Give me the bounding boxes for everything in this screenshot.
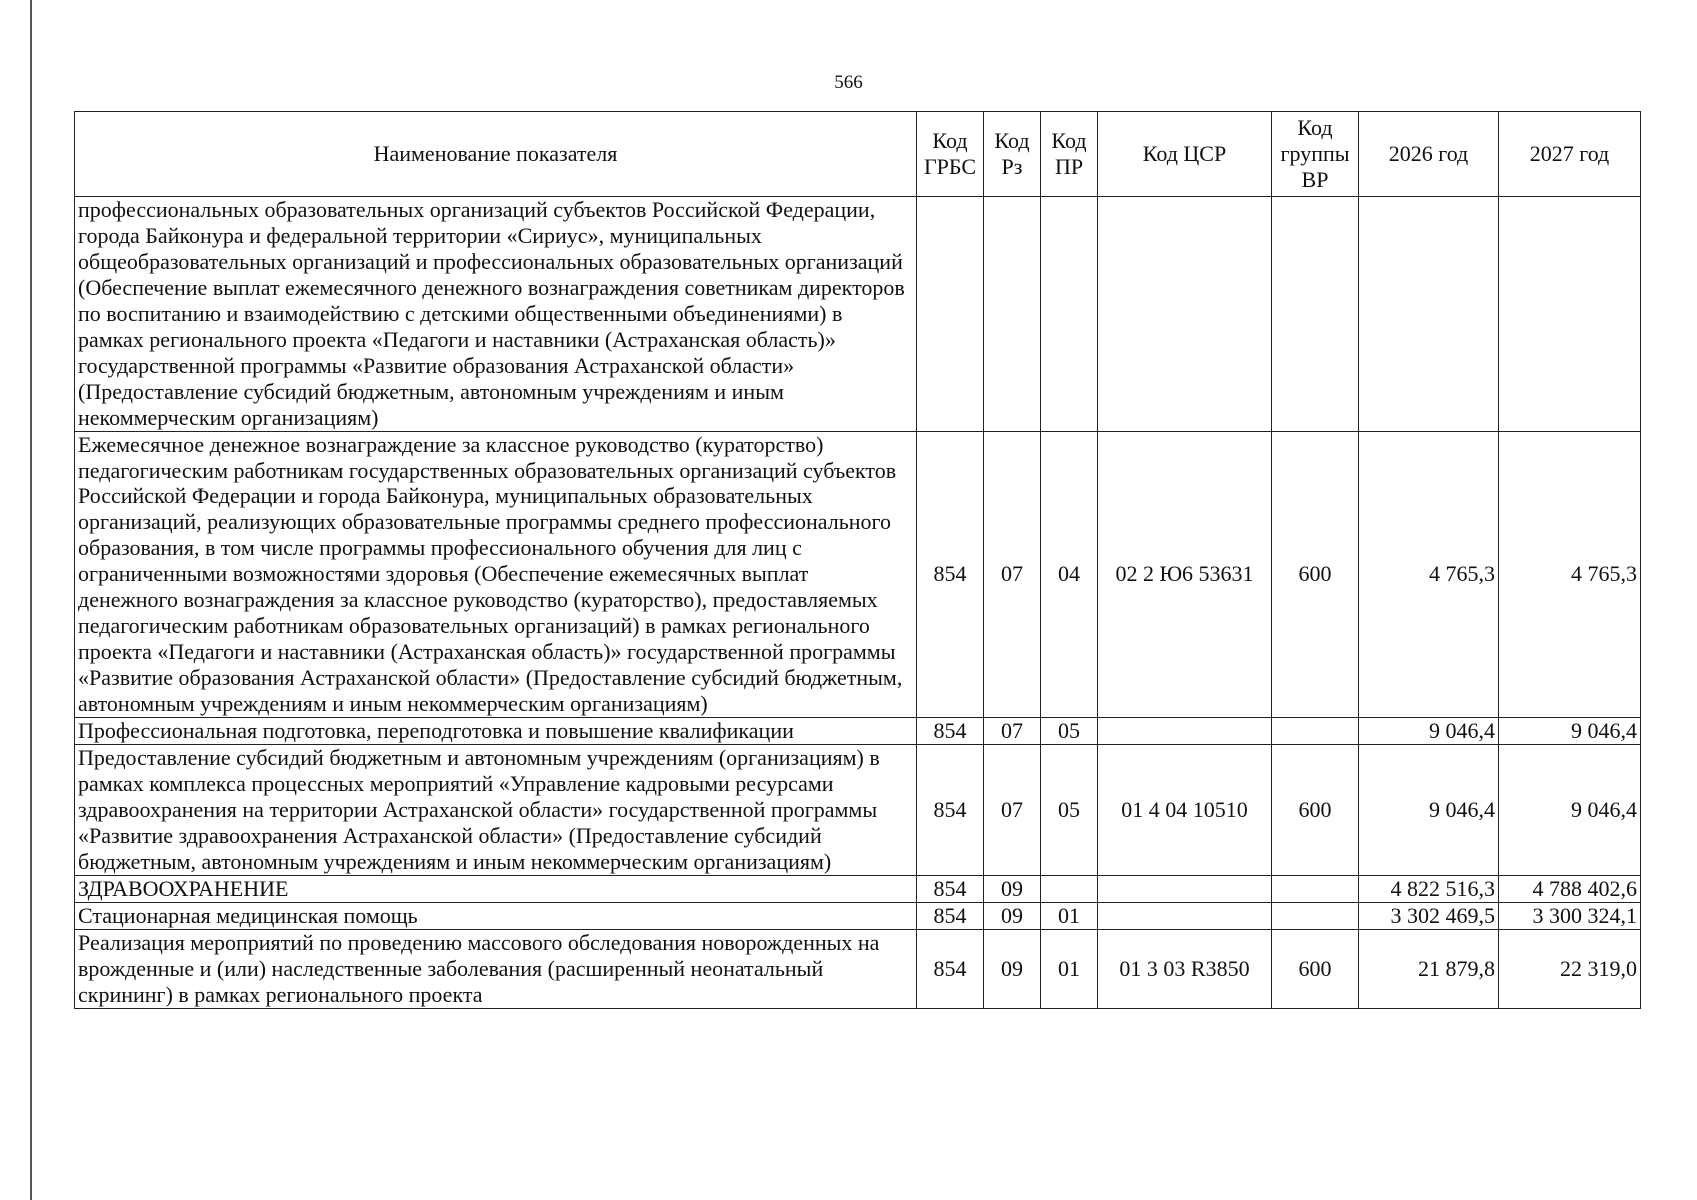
row-grbs: 854: [917, 718, 984, 745]
row-rz: [984, 197, 1041, 432]
row-csr: 02 2 Ю6 53631: [1098, 431, 1272, 717]
row-grbs: 854: [917, 431, 984, 717]
row-pr: [1041, 875, 1098, 902]
row-2027: 9 046,4: [1499, 718, 1641, 745]
row-csr: [1098, 197, 1272, 432]
row-pr: 05: [1041, 718, 1098, 745]
row-csr: [1098, 902, 1272, 929]
row-2027: 9 046,4: [1499, 745, 1641, 876]
row-name: Стационарная медицинская помощь: [75, 902, 917, 929]
row-name: Ежемесячное денежное вознаграждение за классное руководство (кураторство) педагогическим работникам государственных образовательных организаций субъектов Российской Федерации и города Байконура, муниципальных образовательных организаций, реализующих образовательные программы среднего профессионального образования, в том числе программы профессионального обучения для лиц с ограниченными возможностями здоровья (Обеспечение ежемесячных выплат денежного вознаграждения за классное руководство (кураторство), предоставляемых педагогическим работникам образовательных организаций) в рамках регионального проекта «Педагоги и наставники (Астраханская область)» государственной программы «Развитие образования Астраханской области» (Предоставление субсидий бюджетным, автономным учреждениям и иным некоммерческим организациям): [75, 431, 917, 717]
row-rz: 07: [984, 431, 1041, 717]
row-name: Реализация мероприятий по проведению массового обследования новорожденных на врожденные и (или) наследственные заболевания (расширенный неонатальный скрининг) в рамках регионального проекта: [75, 929, 917, 1008]
row-vr: 600: [1272, 929, 1359, 1008]
row-2026: 21 879,8: [1359, 929, 1499, 1008]
row-rz: 07: [984, 718, 1041, 745]
row-2026: [1359, 197, 1499, 432]
table-row: [75, 902, 1641, 929]
row-2026: 4 822 516,3: [1359, 875, 1499, 902]
row-vr: [1272, 875, 1359, 902]
table-row: [75, 929, 1641, 1008]
row-2027: [1499, 197, 1641, 432]
table-row: [75, 197, 1641, 432]
budget-table: [74, 111, 1641, 1009]
row-name: ЗДРАВООХРАНЕНИЕ: [75, 875, 917, 902]
page-number: 566: [834, 72, 863, 93]
row-grbs: 854: [917, 875, 984, 902]
header-vr: Код группы ВР: [1272, 112, 1359, 197]
header-name: Наименование показателя: [75, 112, 917, 197]
table-row: [75, 718, 1641, 745]
header-csr: Код ЦСР: [1098, 112, 1272, 197]
row-vr: 600: [1272, 431, 1359, 717]
row-2026: 9 046,4: [1359, 745, 1499, 876]
row-csr: [1098, 875, 1272, 902]
header-2027: 2027 год: [1499, 112, 1641, 197]
row-grbs: 854: [917, 902, 984, 929]
row-2027: 3 300 324,1: [1499, 902, 1641, 929]
header-grbs: Код ГРБС: [917, 112, 984, 197]
header-rz: Код Рз: [984, 112, 1041, 197]
scan-edge-line: [30, 0, 32, 1200]
row-csr: 01 4 04 10510: [1098, 745, 1272, 876]
row-pr: 01: [1041, 929, 1098, 1008]
row-vr: [1272, 718, 1359, 745]
row-grbs: 854: [917, 745, 984, 876]
row-pr: 04: [1041, 431, 1098, 717]
row-csr: 01 3 03 R3850: [1098, 929, 1272, 1008]
row-rz: 07: [984, 745, 1041, 876]
row-2027: 4 788 402,6: [1499, 875, 1641, 902]
row-pr: [1041, 197, 1098, 432]
row-2026: 9 046,4: [1359, 718, 1499, 745]
table-header-row: [75, 112, 1641, 197]
table-row: [75, 745, 1641, 876]
row-name: Предоставление субсидий бюджетным и автономным учреждениям (организациям) в рамках комплекса процессных мероприятий «Управление кадровыми ресурсами здравоохранения на территории Астраханской области» государственной программы «Развитие здравоохранения Астраханской области» (Предоставление субсидий бюджетным, автономным учреждениям и иным некоммерческим организациям): [75, 745, 917, 876]
row-pr: 05: [1041, 745, 1098, 876]
row-grbs: [917, 197, 984, 432]
row-csr: [1098, 718, 1272, 745]
row-2027: 4 765,3: [1499, 431, 1641, 717]
row-2026: 3 302 469,5: [1359, 902, 1499, 929]
header-pr: Код ПР: [1041, 112, 1098, 197]
row-name: профессиональных образовательных организаций субъектов Российской Федерации, города Байконура и федеральной территории «Сириус», муниципальных общеобразовательных организаций и профессиональных образовательных организаций (Обеспечение выплат ежемесячного денежного вознаграждения советникам директоров по воспитанию и взаимодействию с детскими общественными объединениями) в рамках регионального проекта «Педагоги и наставники (Астраханская область)» государственной программы «Развитие образования Астраханской области» (Предоставление субсидий бюджетным, автономным учреждениям и иным некоммерческим организациям): [75, 197, 917, 432]
row-2027: 22 319,0: [1499, 929, 1641, 1008]
row-rz: 09: [984, 875, 1041, 902]
row-vr: 600: [1272, 745, 1359, 876]
row-2026: 4 765,3: [1359, 431, 1499, 717]
row-pr: 01: [1041, 902, 1098, 929]
table-row: [75, 431, 1641, 717]
row-rz: 09: [984, 929, 1041, 1008]
row-vr: [1272, 197, 1359, 432]
row-vr: [1272, 902, 1359, 929]
row-name: Профессиональная подготовка, переподготовка и повышение квалификации: [75, 718, 917, 745]
header-2026: 2026 год: [1359, 112, 1499, 197]
row-grbs: 854: [917, 929, 984, 1008]
table-row: [75, 875, 1641, 902]
row-rz: 09: [984, 902, 1041, 929]
